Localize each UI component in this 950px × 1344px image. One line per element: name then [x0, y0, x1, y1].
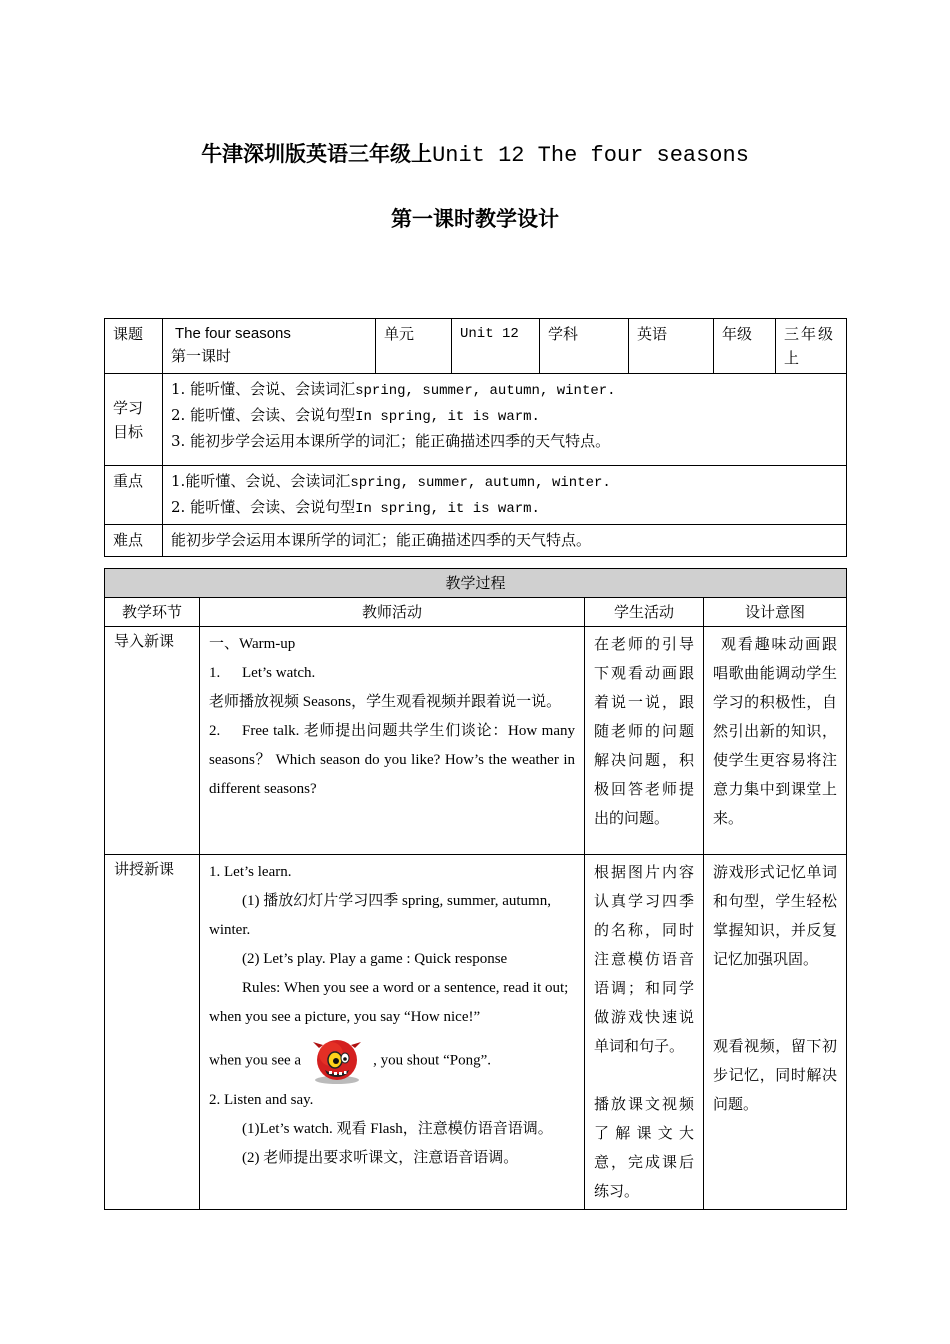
- design-intent-new-lesson: 游戏形式记忆单词和句型，学生轻松掌握知识，并反复记忆加强巩固。 观看视频，留下初步记忆，同时解决问题。: [704, 855, 847, 1210]
- process-header: 教学过程: [105, 569, 847, 598]
- unit-label: 单元: [376, 319, 452, 374]
- subject-label: 学科: [540, 319, 629, 374]
- document-subtitle: 第一课时教学设计: [391, 206, 559, 231]
- column-header-student: 学生活动: [585, 598, 704, 627]
- column-header-teacher: 教师活动: [200, 598, 585, 627]
- column-header-intent: 设计意图: [704, 598, 847, 627]
- topic-title: The four seasons: [175, 325, 291, 342]
- grade-label: 年级: [714, 319, 776, 374]
- title-english: Unit 12 The four seasons: [432, 143, 749, 168]
- teaching-process-table: [104, 568, 847, 1210]
- key-content: [163, 466, 847, 525]
- teacher-activity-new-lesson: 1. Let’s learn. (1) 播放幻灯片学习四季 spring, summer, autumn, winter. (2) Let’s play. Play a game : Quick response Rules: When you see a word or a sentence, read it out; when you see a picture, you say “How nice!” when you see a , you shout “Pong”. 2. Listen and say. (1)Let’s watch. 观看 Flash，注意模仿语音语调。 (2) 老师提出要求听课文，注意语音语调。: [200, 855, 585, 1210]
- unit-value: Unit 12: [452, 319, 540, 374]
- goal-item: 3. 能初步学会运用本课所学的词汇；能正确描述四季的天气特点。: [171, 432, 611, 450]
- goals-label: 学习目标: [105, 374, 163, 466]
- stage-new-lesson: 讲授新课: [105, 855, 200, 1210]
- subject-value: 英语: [629, 319, 714, 374]
- key-item: 1.能听懂、会说、会读词汇spring, summer, autumn, winter.: [171, 472, 611, 491]
- topic-label: 课题: [105, 319, 163, 374]
- goals-content: [163, 374, 847, 466]
- document-title: [0, 138, 950, 168]
- title-chinese: 牛津深圳版英语三年级上: [201, 141, 433, 166]
- lesson-info-table: [104, 318, 847, 557]
- student-activity-warmup: 在老师的引导下观看动画跟着说一说，跟随老师的问题解决问题，积极回答老师提出的问题。: [585, 627, 704, 855]
- design-intent-warmup: 观看趣味动画跟唱歌曲能调动学生学习的积极性，自然引出新的知识，使学生更容易将注意力集中到课堂上来。: [704, 627, 847, 855]
- difficulty-label: 难点: [105, 525, 163, 557]
- topic-period: 第一课时: [171, 347, 232, 365]
- teacher-activity-warmup: 一、Warm-up 1. Let’s watch. 老师播放视频 Seasons，学生观看视频并跟着说一说。 2. Free talk. 老师提出问题共学生们谈论：How many seasons？ Which season do you like? How’s the weather in different seasons?: [200, 627, 585, 855]
- difficulty-content: 能初步学会运用本课所学的词汇；能正确描述四季的天气特点。: [163, 525, 847, 557]
- key-label: 重点: [105, 466, 163, 525]
- stage-warmup: 导入新课: [105, 627, 200, 855]
- student-activity-new-lesson: 根据图片内容认真学习四季的名称，同时注意模仿语音语调；和同学做游戏快速说单词和句子。 播放课文视频了解课文大意，完成课后练习。: [585, 855, 704, 1210]
- topic-value: [163, 319, 376, 374]
- grade-value: 三年级上: [776, 319, 847, 374]
- goal-item: 1. 能听懂、会说、会读词汇spring, summer, autumn, winter.: [171, 380, 616, 399]
- pong-monster-icon: [307, 1036, 367, 1086]
- goal-item: 2. 能听懂、会读、会说句型In spring, it is warm.: [171, 406, 540, 425]
- column-header-stage: 教学环节: [105, 598, 200, 627]
- key-item: 2. 能听懂、会读、会说句型In spring, it is warm.: [171, 498, 540, 517]
